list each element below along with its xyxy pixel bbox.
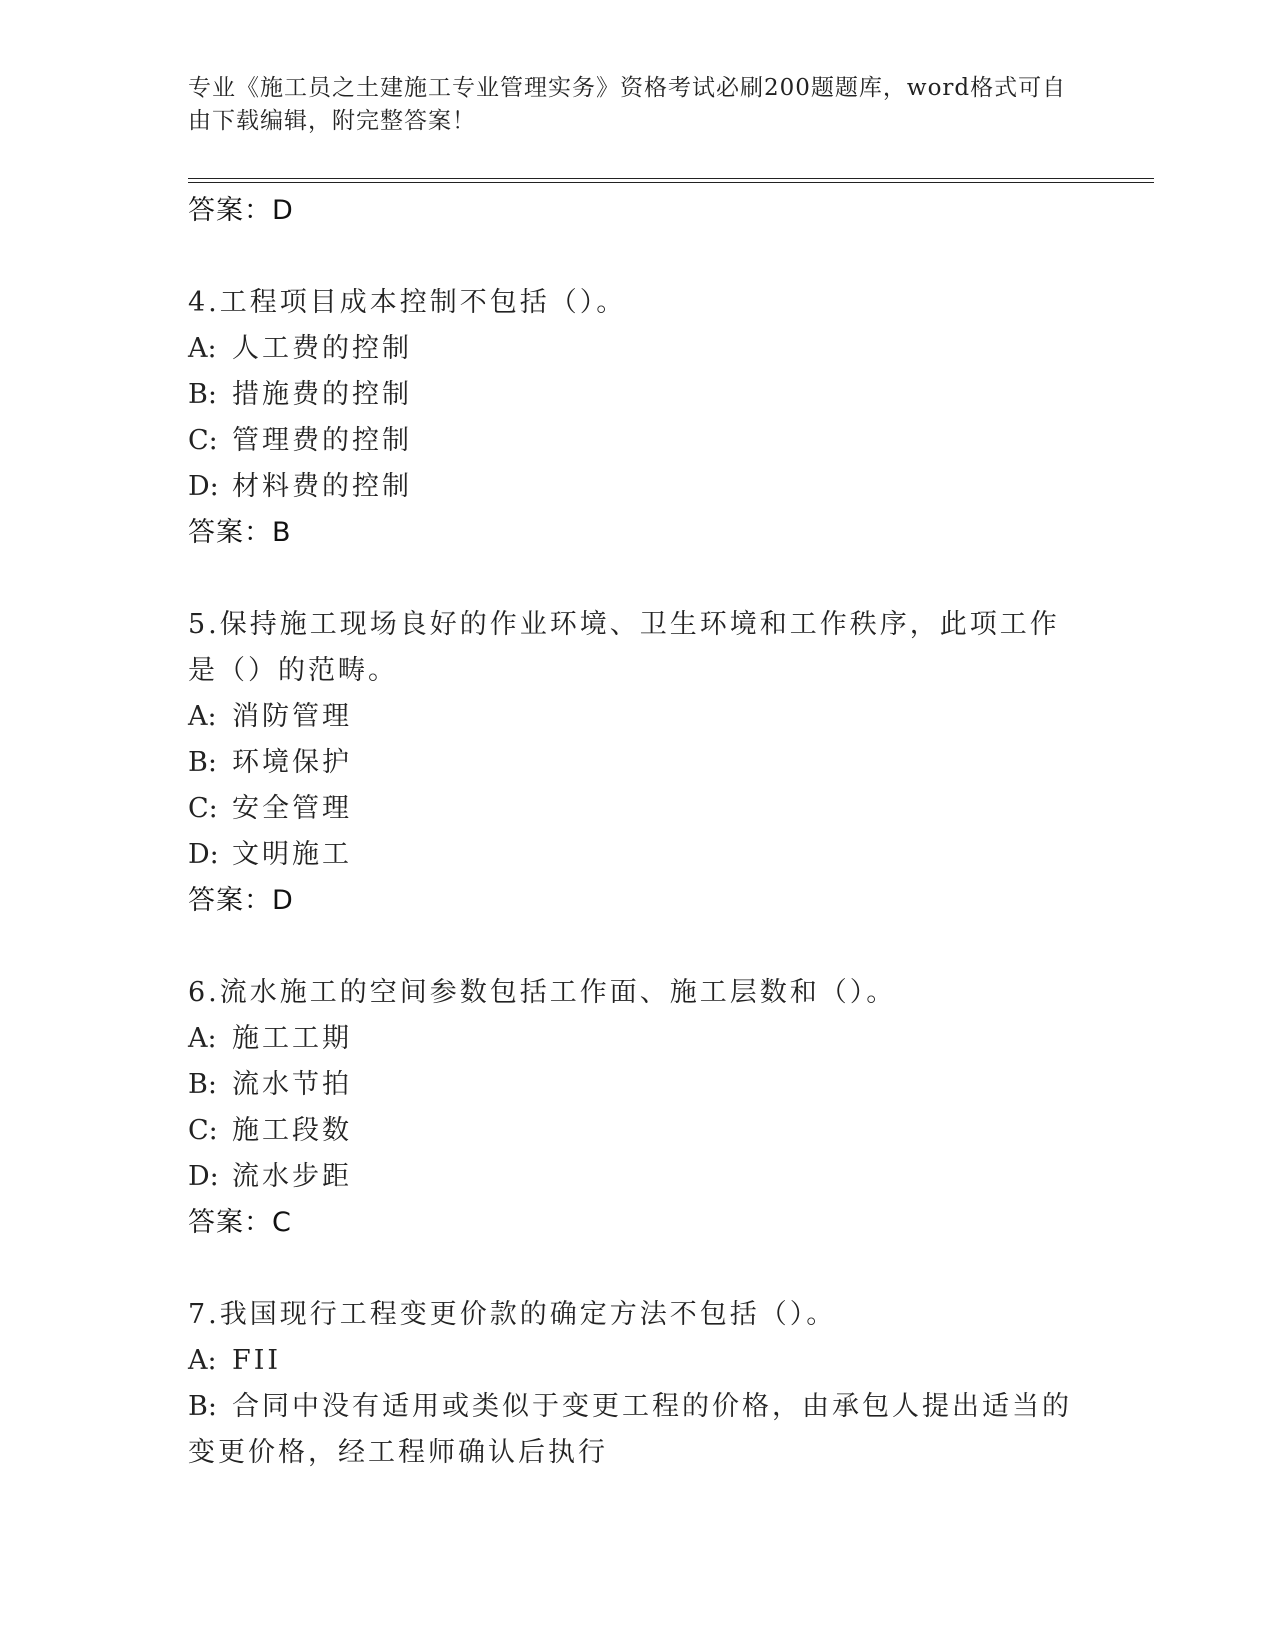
option-text: 文明施工 [232, 839, 352, 870]
option-b [188, 1384, 1088, 1476]
answer-q3: 答案：D [188, 195, 294, 226]
option-d [188, 464, 1088, 510]
answer-q6: 答案：C [188, 1207, 292, 1238]
option-text: 环境保护 [232, 747, 352, 778]
option-text: 施工段数 [232, 1115, 352, 1146]
option-letter: A: [188, 1345, 217, 1376]
option-letter: A: [188, 333, 217, 364]
option-letter: D: [188, 471, 219, 502]
option-letter: D: [188, 1161, 219, 1192]
option-text: 施工工期 [232, 1023, 352, 1054]
option-letter: C: [188, 1115, 218, 1146]
document-body [188, 188, 1088, 1476]
option-text: 合同中没有适用或类似于变更工程的价格，由承包人提出适当的变更价格，经工程师确认后执行 [188, 1391, 1072, 1468]
option-letter: B: [188, 1069, 217, 1100]
question-stem: 4.工程项目成本控制不包括（）。 [188, 287, 627, 318]
answer-q4: 答案：B [188, 517, 292, 548]
question-7 [188, 1292, 1088, 1476]
option-c [188, 1108, 1088, 1154]
option-c [188, 786, 1088, 832]
option-text: 流水节拍 [232, 1069, 352, 1100]
option-text: 安全管理 [232, 793, 352, 824]
question-stem: 6.流水施工的空间参数包括工作面、施工层数和（）。 [188, 977, 897, 1008]
question-5 [188, 602, 1088, 924]
header-rule-top [188, 178, 1154, 179]
option-d [188, 1154, 1088, 1200]
option-text: 管理费的控制 [232, 425, 412, 456]
question-stem: 5.保持施工现场良好的作业环境、卫生环境和工作秩序，此项工作是（）的范畴。 [188, 609, 1060, 686]
option-text: 材料费的控制 [232, 471, 412, 502]
option-b [188, 740, 1088, 786]
option-text: 消防管理 [232, 701, 352, 732]
page-header: 专业《施工员之土建施工专业管理实务》资格考试必刷200题题库，word格式可自由下载编辑，附完整答案！ [188, 75, 1067, 134]
option-a [188, 1016, 1088, 1062]
header-rule-bottom [188, 182, 1154, 183]
question-4 [188, 280, 1088, 556]
option-letter: B: [188, 747, 217, 778]
option-letter: A: [188, 701, 217, 732]
option-a [188, 1338, 1088, 1384]
option-letter: D: [188, 839, 219, 870]
option-letter: B: [188, 379, 217, 410]
option-letter: A: [188, 1023, 217, 1054]
option-text: FII [232, 1345, 282, 1376]
option-c [188, 418, 1088, 464]
option-text: 人工费的控制 [232, 333, 412, 364]
option-letter: C: [188, 793, 218, 824]
answer-q5: 答案：D [188, 885, 294, 916]
option-text: 措施费的控制 [232, 379, 412, 410]
question-stem: 7.我国现行工程变更价款的确定方法不包括（）。 [188, 1299, 837, 1330]
option-a [188, 326, 1088, 372]
option-a [188, 694, 1088, 740]
option-letter: B: [188, 1391, 217, 1422]
option-letter: C: [188, 425, 218, 456]
option-text: 流水步距 [232, 1161, 352, 1192]
option-d [188, 832, 1088, 878]
option-b [188, 1062, 1088, 1108]
question-6 [188, 970, 1088, 1246]
option-b [188, 372, 1088, 418]
